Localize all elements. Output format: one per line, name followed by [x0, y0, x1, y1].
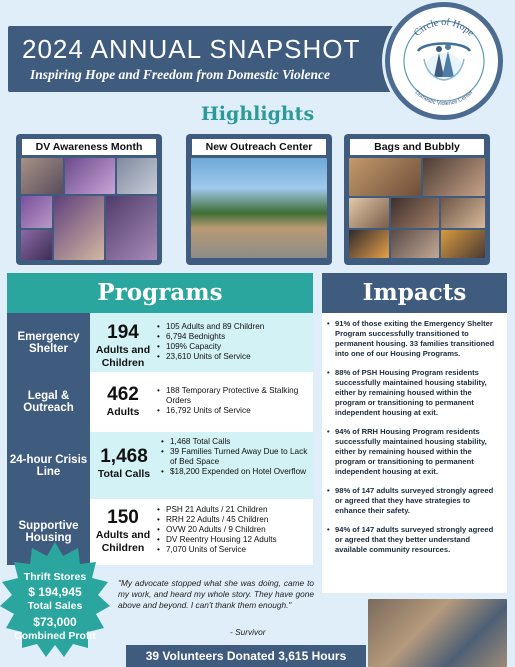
photo [391, 230, 439, 258]
program-unit: Adults and Children [95, 529, 151, 554]
list-item: • $18,200 Expended on Hotel Overflow [160, 467, 309, 477]
photo [117, 158, 157, 194]
program-bullets [156, 505, 309, 555]
programs-heading: Programs [7, 273, 313, 313]
list-item: • 109% Capacity [156, 342, 309, 352]
photo [21, 196, 52, 228]
program-label-supportive-housing: Supportive Housing [7, 499, 90, 565]
list-item: • 39 Families Turned Away Due to Lack of Bed Space [160, 447, 309, 467]
program-unit: Adults and Children [95, 344, 151, 369]
survivor-quote: "My advocate stopped what she was doing, came to my work, and heard my whole story. They have gone above and beyond. I can't thank them enough." [118, 578, 314, 610]
card-label: New Outreach Center [192, 139, 326, 155]
list-item: • RRH 22 Adults / 45 Children [156, 515, 309, 525]
header-banner [8, 26, 428, 92]
impact-item: • 91% of those exiting the Emergency Shelter Program successfully transitioned to permanent housing. 33 families transitioned into one of our Housing Programs. [326, 319, 501, 359]
program-label-legal-outreach: Legal & Outreach [7, 372, 90, 432]
list-item: • PSH 21 Adults / 21 Children [156, 505, 309, 515]
impacts-heading: Impacts [322, 273, 507, 313]
logo-icon [390, 7, 498, 115]
program-number: 194 [107, 322, 139, 343]
program-label-emergency-shelter: Emergency Shelter [7, 313, 90, 372]
program-row-supportive-housing [90, 499, 313, 565]
volunteers-banner: 39 Volunteers Donated 3,615 Hours [126, 645, 366, 667]
list-item: • 188 Temporary Protective & Stalking Orders [156, 386, 309, 406]
outreach-center-photo [191, 158, 327, 258]
program-bullets [160, 437, 309, 477]
volunteers-photo [368, 599, 507, 667]
page-title: 2024 ANNUAL SNAPSHOT [22, 34, 361, 64]
list-item: • 16,792 Units of Service [156, 406, 309, 416]
program-stat [90, 384, 156, 419]
photo [441, 230, 485, 258]
page-subtitle: Inspiring Hope and Freedom from Domestic Violence [30, 67, 331, 82]
list-item: • 6,794 Bednights [156, 332, 309, 342]
photo [349, 230, 389, 258]
program-unit: Total Calls [97, 468, 151, 480]
photo [54, 196, 104, 260]
list-item: • DV Reentry Housing 12 Adults [156, 535, 309, 545]
photo [106, 196, 157, 260]
impact-item: • 98% of 147 adults surveyed strongly agreed or agreed that they have strategies to enhance their safety. [326, 486, 501, 516]
highlight-card-bags-bubbly [344, 134, 490, 265]
impacts-list [322, 313, 507, 555]
photo [21, 158, 63, 194]
program-row-emergency-shelter [90, 313, 313, 372]
program-bullets [156, 322, 309, 362]
impacts-panel [322, 313, 507, 593]
photo [349, 198, 389, 228]
photo [391, 198, 439, 228]
program-row-crisis-line [90, 432, 313, 499]
impact-item: • 94% of RRH Housing Program residents successfully maintained housing stability, either by remaining housed within the program or transitioning to permanent independent housing at exit. [326, 427, 501, 477]
logo-bottom-text: Domestic Violence Center [413, 89, 475, 108]
impact-item: • 94% of 147 adults surveyed strongly agreed or agreed that they better understand available community resources. [326, 525, 501, 555]
photo [423, 158, 485, 196]
list-item: • 1,468 Total Calls [160, 437, 309, 447]
card-label: Bags and Bubbly [350, 139, 484, 155]
photo [65, 158, 115, 194]
thrift-line-4: $73,000 [33, 615, 77, 629]
photo [349, 158, 421, 196]
program-stat [90, 322, 156, 370]
highlight-card-outreach-center [186, 134, 332, 265]
program-label-crisis-line: 24-hour Crisis Line [7, 432, 90, 499]
program-stat [88, 446, 160, 481]
card-label: DV Awareness Month [22, 139, 156, 155]
program-row-legal-outreach [90, 372, 313, 432]
quote-author: - Survivor [230, 627, 266, 637]
photo [21, 230, 52, 260]
program-bullets [156, 386, 309, 416]
program-number: 462 [107, 384, 139, 405]
thrift-stores-badge [0, 540, 114, 658]
program-number: 150 [107, 507, 139, 528]
list-item: • 23,610 Units of Service [156, 352, 309, 362]
svg-text:Circle of Hope [412, 17, 476, 39]
thrift-line-1: Thrift Stores [23, 571, 87, 583]
thrift-line-2: $ 194,945 [28, 585, 82, 599]
list-item: • 105 Adults and 89 Children [156, 322, 309, 332]
thrift-line-3: Total Sales [27, 600, 83, 612]
photo [441, 198, 485, 228]
program-number: 1,468 [100, 446, 148, 467]
impact-item: • 88% of PSH Housing Program residents successfully maintained housing stability, either by remaining housed within the program or transitioning to permanent independent housing at exit. [326, 368, 501, 418]
highlights-title: Highlights [200, 103, 315, 125]
logo-top-text: Circle of Hope [412, 16, 477, 39]
program-unit: Adults [106, 406, 140, 418]
thrift-line-5: Combined Profit [14, 630, 96, 642]
list-item: • OVW 20 Adults / 9 Children [156, 525, 309, 535]
list-item: • 7,070 Units of Service [156, 545, 309, 555]
highlight-card-dv-awareness [16, 134, 162, 265]
